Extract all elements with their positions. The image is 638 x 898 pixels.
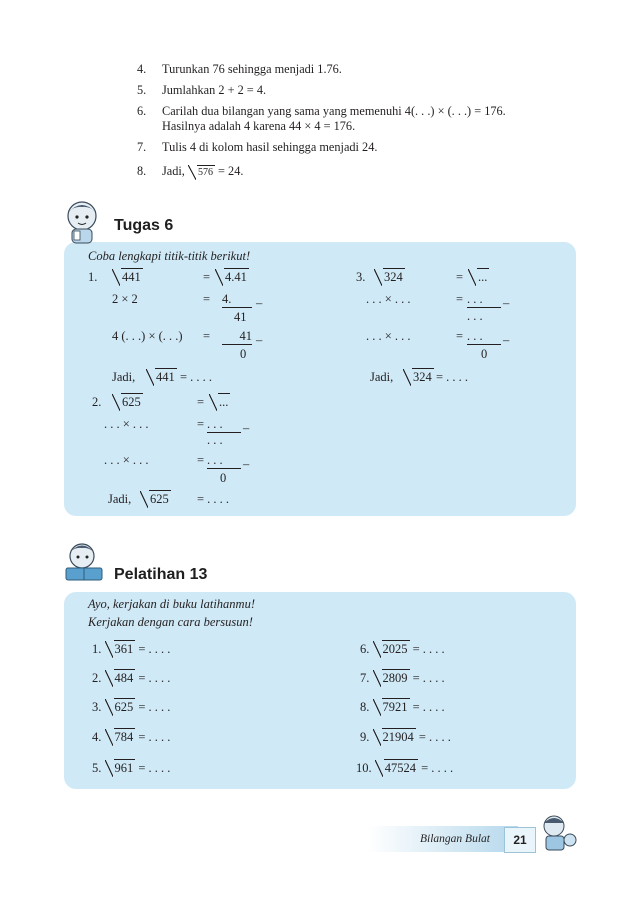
sqrt-symbol: 441 <box>146 368 177 385</box>
student-mascot-icon <box>60 198 104 248</box>
step-8: 8. <box>137 164 147 178</box>
sqrt-symbol: 441 <box>112 268 143 285</box>
step-7: 7. <box>137 140 147 154</box>
sqrt-symbol: 4.41 <box>215 268 249 285</box>
sqrt-symbol: 324 <box>403 368 434 385</box>
step-6: 6. <box>137 104 147 118</box>
sqrt-symbol: 324 <box>374 268 405 285</box>
step-4-text: Turunkan 76 sehingga menjadi 1.76. <box>162 62 342 76</box>
exercise-item: 6. 2025 = . . . . <box>360 642 445 656</box>
step-7-text: Tulis 4 di kolom hasil sehingga menjadi 24. <box>162 140 378 154</box>
sqrt-symbol: 7921 <box>373 698 410 715</box>
chapter-name: Bilangan Bulat <box>420 833 490 845</box>
sqrt-symbol: 576 <box>188 164 215 179</box>
exercise-item: 2. 484 = . . . . <box>92 671 171 685</box>
sqrt-symbol: 2025 <box>373 640 410 657</box>
exercise-item: 1. 361 = . . . . <box>92 642 171 656</box>
sqrt-symbol: 47524 <box>375 759 418 776</box>
student-reading-icon <box>62 540 108 586</box>
step-6-result: Hasilnya adalah 4 karena 44 × 4 = 176. <box>162 119 356 133</box>
sqrt-symbol: 21904 <box>373 728 416 745</box>
step-6-text: Carilah dua bilangan yang sama yang memenuhi 4(. . .) × (. . .) = 176. <box>162 104 506 118</box>
sqrt-symbol: 484 <box>105 669 136 686</box>
exercise-item: 9. 21904 = . . . . <box>360 730 451 744</box>
exercise-item: 10. 47524 = . . . . <box>356 761 454 775</box>
sqrt-symbol: 961 <box>105 759 136 776</box>
page-number: 21 <box>504 827 536 853</box>
sqrt-symbol: 625 <box>105 698 136 715</box>
exercise-item: 7. 2809 = . . . . <box>360 671 445 685</box>
mascot-footer-icon <box>536 812 580 854</box>
step-8-text: Jadi, 576 = 24. <box>162 164 244 178</box>
sqrt-symbol: 361 <box>105 640 136 657</box>
sqrt-symbol: ... <box>209 393 230 410</box>
exercise-item: 8. 7921 = . . . . <box>360 700 445 714</box>
sqrt-symbol: 784 <box>105 728 136 745</box>
step-5-text: Jumlahkan 2 + 2 = 4. <box>162 83 267 97</box>
sqrt-symbol: ... <box>468 268 489 285</box>
exercise-item: 4. 784 = . . . . <box>92 730 171 744</box>
tugas-title: Tugas 6 <box>114 217 174 234</box>
sqrt-symbol: 2809 <box>373 669 410 686</box>
pelatihan-instruction-1: Ayo, kerjakan di buku latihanmu! <box>88 597 255 611</box>
step-4: 4. <box>137 62 147 76</box>
pelatihan-instruction-2: Kerjakan dengan cara bersusun! <box>88 615 253 629</box>
pelatihan-title: Pelatihan 13 <box>114 566 208 583</box>
tugas-instruction: Coba lengkapi titik-titik berikut! <box>88 249 251 263</box>
sqrt-symbol: 625 <box>112 393 143 410</box>
sqrt-symbol: 625 <box>140 490 171 507</box>
step-5: 5. <box>137 83 147 97</box>
exercise-item: 5. 961 = . . . . <box>92 761 171 775</box>
exercise-item: 3. 625 = . . . . <box>92 700 171 714</box>
